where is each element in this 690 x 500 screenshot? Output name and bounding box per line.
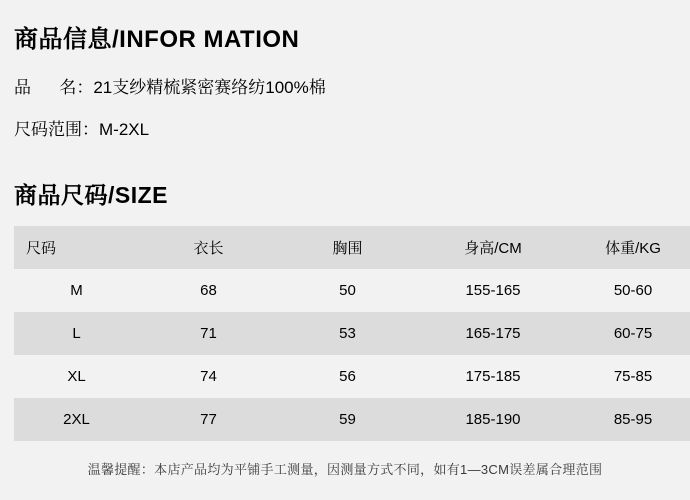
table-row <box>14 269 690 312</box>
table-cell-length: 71 <box>139 312 278 355</box>
table-header-cell: 尺码 <box>14 226 139 269</box>
table-row <box>14 312 690 355</box>
table-cell-length: 77 <box>139 398 278 441</box>
table-cell-size: 2XL <box>14 398 139 441</box>
table-cell-length: 68 <box>139 269 278 312</box>
table-cell-bust: 50 <box>278 269 417 312</box>
table-cell-height: 175-185 <box>417 355 569 398</box>
table-cell-weight: 85-95 <box>569 398 690 441</box>
table-cell-length: 74 <box>139 355 278 398</box>
table-cell-bust: 53 <box>278 312 417 355</box>
information-heading: 商品信息/INFOR MATION <box>14 26 300 53</box>
size-heading: 商品尺码/SIZE <box>14 181 169 208</box>
table-cell-bust: 59 <box>278 398 417 441</box>
table-cell-weight: 50-60 <box>569 269 690 312</box>
table-header-cell: 衣长 <box>139 226 278 269</box>
table-header-cell: 身高/CM <box>417 226 569 269</box>
table-cell-size: XL <box>14 355 139 398</box>
table-header-cell: 胸围 <box>278 226 417 269</box>
table-row <box>14 398 690 441</box>
size-table <box>14 226 690 441</box>
measurement-note: 温馨提醒：本店产品均为平铺手工测量，因测量方式不同，如有1—3CM误差属合理范围 <box>87 461 603 477</box>
table-cell-weight: 60-75 <box>569 312 690 355</box>
table-row <box>14 355 690 398</box>
table-cell-weight: 75-85 <box>569 355 690 398</box>
product-name-line: 品 名：21支纱精梳紧密赛络纺100%棉 <box>14 77 326 97</box>
table-cell-height: 165-175 <box>417 312 569 355</box>
table-header-row <box>14 226 690 269</box>
table-cell-height: 155-165 <box>417 269 569 312</box>
table-header-cell: 体重/KG <box>569 226 690 269</box>
table-cell-size: L <box>14 312 139 355</box>
table-cell-height: 185-190 <box>417 398 569 441</box>
table-cell-size: M <box>14 269 139 312</box>
table-cell-bust: 56 <box>278 355 417 398</box>
size-range-line: 尺码范围：M-2XL <box>14 119 150 139</box>
